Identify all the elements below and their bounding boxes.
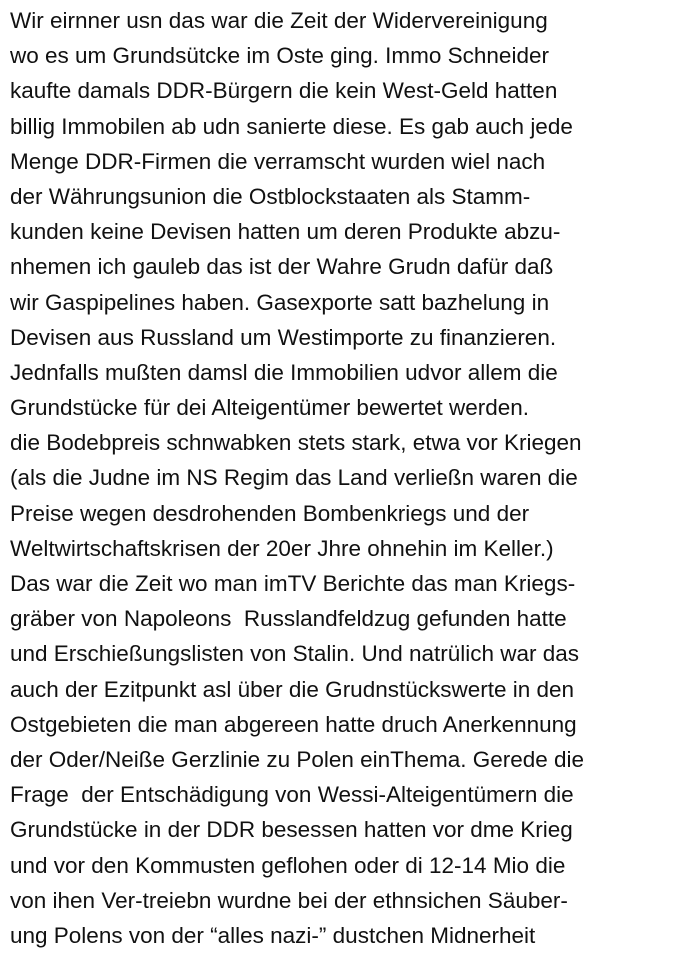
text-line-14: (als die Judne im NS Regim das Land verließn waren die (10, 465, 578, 491)
text-line-8: nhemen ich gauleb das ist der Wahre Grudn dafür daß (10, 254, 554, 280)
text-line-4: billig Immobilen ab udn sanierte diese. Es gab auch jede (10, 113, 573, 139)
text-line-12: Grundstücke für dei Alteigentümer bewertet werden. (10, 395, 530, 421)
text-line-24: Grundstücke in der DDR besessen hatten vor dme Krieg (10, 817, 573, 843)
text-line-3: kaufte damals DDR-Bürgern die kein West-Geld hatten (10, 78, 558, 104)
text-line-18: gräber von Napoleons Russlandfeldzug gefunden hatte (10, 606, 567, 632)
text-line-26: von ihen Ver-treiebn wurdne bei der ethnsichen Säuber- (10, 887, 568, 913)
text-line-10: Devisen aus Russland um Westimporte zu finanzieren. (10, 324, 557, 350)
text-line-1: Wir eirnner usn das war die Zeit der Widervereinigung (10, 8, 548, 33)
text-line-15: Preise wegen desdrohenden Bombenkriegs und der (10, 500, 530, 526)
text-line-19: und Erschießungslisten von Stalin. Und natrülich war das (10, 641, 580, 667)
text-line-17: Das war die Zeit wo man imTV Berichte das man Kriegs- (10, 571, 576, 596)
text-line-6: der Währungsunion die Ostblockstaaten als Stamm- (10, 183, 531, 209)
text-line-11: Jednfalls mußten damsl die Immobilien udvor allem die (10, 359, 558, 385)
text-line-22: der Oder/Neiße Gerzlinie zu Polen einThema. Gerede die (10, 746, 585, 772)
text-line-16: Weltwirtschaftskrisen der 20er Jhre ohnehin im Keller.) (10, 535, 554, 561)
text-line-25: und vor den Kommusten geflohen oder di 12-14 Mio die (10, 852, 566, 878)
text-line-5: Menge DDR-Firmen die verramscht wurden wiel nach (10, 148, 546, 174)
text-line-9: wir Gaspipelines haben. Gasexporte satt bazhelung in (10, 289, 550, 315)
text-line-7: kunden keine Devisen hatten um deren Produkte abzu- (10, 219, 561, 245)
text-line-13: die Bodebpreis schnwabken stets stark, etwa vor Kriegen (10, 430, 582, 456)
text-line-23: Frage der Entschädigung von Wessi-Alteigentümern die (10, 782, 574, 808)
text-line-27: ung Polens von der “alles nazi-” dustchen Midnerheit (10, 922, 536, 948)
body-text (10, 3, 684, 953)
text-line-2: wo es um Grundsütcke im Oste ging. Immo Schneider (10, 43, 549, 69)
text-line-21: Ostgebieten die man abgereen hatte druch Anerkennung (10, 711, 577, 737)
text-line-20: auch der Ezitpunkt asl über die Grudnstückswerte in den (10, 676, 575, 702)
